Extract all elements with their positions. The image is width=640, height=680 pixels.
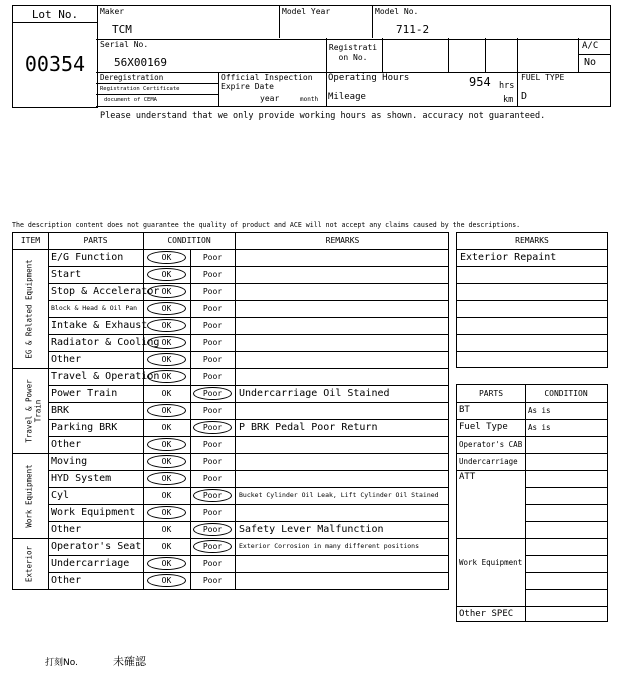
undercarriage-label: Undercarriage xyxy=(459,457,518,466)
part-label: Other xyxy=(51,575,82,586)
maker-label: Maker xyxy=(100,7,125,16)
right-remarks-header: REMARKS xyxy=(515,236,549,245)
right-remark-row: Exterior Repaint xyxy=(460,252,557,263)
dereg-sub1: Registration Certificate xyxy=(100,86,180,92)
model-year-label: Model Year xyxy=(282,7,331,16)
condition-poor[interactable]: Poor xyxy=(202,440,223,449)
lot-box xyxy=(12,5,98,108)
condition-ok[interactable]: OK xyxy=(161,338,172,347)
ok-circle-mark xyxy=(147,370,186,383)
rule xyxy=(525,504,607,505)
ok-circle-mark xyxy=(147,455,186,468)
ac-value: No xyxy=(584,57,597,68)
lot-value: 00354 xyxy=(24,52,86,76)
condition-ok[interactable]: OK xyxy=(161,559,172,568)
condition-ok[interactable]: OK xyxy=(161,372,172,381)
condition-ok[interactable]: OK xyxy=(161,542,172,551)
lot-label: Lot No. xyxy=(31,8,79,21)
serial-value: 56X00169 xyxy=(114,56,167,69)
condition-poor[interactable]: Poor xyxy=(202,525,223,534)
condition-ok[interactable]: OK xyxy=(161,576,172,585)
condition-poor[interactable]: Poor xyxy=(202,559,223,568)
model-no-label: Model No. xyxy=(375,7,419,16)
att-label: ATT xyxy=(459,472,476,482)
ok-circle-mark xyxy=(147,353,186,366)
condition-ok[interactable]: OK xyxy=(161,508,172,517)
ok-circle-mark xyxy=(147,404,186,417)
mileage-label: Mileage xyxy=(328,92,366,102)
part-label: Block & Head & Oil Pan xyxy=(51,304,138,312)
remark-text: P BRK Pedal Poor Return xyxy=(239,422,378,433)
condition-poor[interactable]: Poor xyxy=(202,542,223,551)
hours-value: 954 xyxy=(469,75,491,89)
disclaimer-text: The description content does not guarantee the quality of product and ACE will not accept any claims caused by the descriptions. xyxy=(12,221,521,229)
km-unit: km xyxy=(503,95,514,105)
part-label: Radiator & Cooling xyxy=(51,337,160,348)
condition-poor[interactable]: Poor xyxy=(202,372,223,381)
remark-text: Exterior Corrosion in many different positions xyxy=(239,542,420,550)
row-rule xyxy=(48,351,448,352)
poor-circle-mark xyxy=(193,387,232,400)
part-label: BRK xyxy=(51,405,70,416)
rule xyxy=(525,555,607,556)
condition-ok[interactable]: OK xyxy=(161,270,172,279)
ac-label: A/C xyxy=(582,41,599,51)
operator-cab-label: Operator's CAB xyxy=(459,440,523,449)
rule xyxy=(457,538,607,539)
rule xyxy=(457,300,607,301)
model-no-value: 711-2 xyxy=(396,23,430,36)
condition-poor[interactable]: Poor xyxy=(202,321,223,330)
part-label: HYD System xyxy=(51,473,112,484)
part-label: Operator's Seat xyxy=(51,541,142,552)
condition-ok[interactable]: OK xyxy=(161,321,172,330)
remark-text: Safety Lever Malfunction xyxy=(239,524,384,535)
ok-circle-mark xyxy=(147,506,186,519)
poor-circle-mark xyxy=(193,540,232,553)
ok-circle-mark xyxy=(147,438,186,451)
remark-text: Bucket Cylinder Oil Leak, Lift Cylinder Oil Stained xyxy=(239,491,439,499)
row-rule xyxy=(48,572,448,573)
remark-text: Undercarriage Oil Stained xyxy=(239,388,390,399)
hours-unit: hrs xyxy=(499,81,515,91)
condition-table xyxy=(12,232,449,590)
condition-ok[interactable]: OK xyxy=(161,355,172,364)
condition-poor[interactable]: Poor xyxy=(202,270,223,279)
part-label: Undercarriage xyxy=(51,558,130,569)
part-label: Start xyxy=(51,269,82,280)
group-label: Work Equipment xyxy=(24,463,34,528)
part-label: Intake & Exhaust xyxy=(51,320,148,331)
part-label: Travel & Operation xyxy=(51,371,160,382)
condition-ok[interactable]: OK xyxy=(161,253,172,262)
part-label: Other xyxy=(51,439,82,450)
part-label: Moving xyxy=(51,456,88,467)
ok-circle-mark xyxy=(147,472,186,485)
condition-ok[interactable]: OK xyxy=(161,389,172,398)
hours-label: Operating Hours xyxy=(328,73,410,83)
condition-ok[interactable]: OK xyxy=(161,457,172,466)
other-spec-label: Other SPEC xyxy=(459,609,514,619)
row-rule xyxy=(48,436,448,437)
condition-ok[interactable]: OK xyxy=(161,474,172,483)
rule xyxy=(457,266,607,267)
maker-value: TCM xyxy=(112,23,132,36)
condition-ok[interactable]: OK xyxy=(161,423,172,432)
condition-poor[interactable]: Poor xyxy=(202,253,223,262)
col-condition-header: CONDITION xyxy=(544,389,588,398)
ok-circle-mark xyxy=(147,251,186,264)
registration-label-text: Registrati on No. xyxy=(328,43,378,62)
registration-label xyxy=(328,43,378,63)
notice-text: Please understand that we only provide working hours as shown. accuracy not guaranteed. xyxy=(100,111,546,121)
dereg-label: Deregistration xyxy=(100,73,164,82)
condition-poor[interactable]: Poor xyxy=(202,406,223,415)
rule xyxy=(457,351,607,352)
vrule xyxy=(525,385,526,621)
serial-label: Serial No. xyxy=(100,40,149,49)
condition-poor[interactable]: Poor xyxy=(202,355,223,364)
condition-poor[interactable]: Poor xyxy=(202,491,223,500)
row-rule xyxy=(48,402,448,403)
inspection-label-2: Expire Date xyxy=(221,82,274,91)
year-label: year xyxy=(260,94,280,103)
group-rule xyxy=(13,589,448,590)
part-label: Parking BRK xyxy=(51,422,118,433)
part-label: Other xyxy=(51,354,82,365)
part-label: E/G Function xyxy=(51,252,124,263)
ok-circle-mark xyxy=(147,574,186,587)
inspection-label-1: Official Inspection xyxy=(221,73,313,82)
condition-poor[interactable]: Poor xyxy=(202,457,223,466)
col-condition-header: CONDITION xyxy=(167,236,211,245)
group-label: Exterior xyxy=(24,545,34,582)
bt-value: As is xyxy=(528,406,551,415)
rule xyxy=(525,487,607,488)
col-parts-header: PARTS xyxy=(478,389,504,398)
ok-circle-mark xyxy=(147,268,186,281)
header-block xyxy=(12,5,611,108)
rule xyxy=(525,589,607,590)
condition-ok[interactable]: OK xyxy=(161,440,172,449)
ok-circle-mark xyxy=(147,285,186,298)
ok-circle-mark xyxy=(147,336,186,349)
col-item-header: ITEM xyxy=(20,236,41,245)
condition-ok[interactable]: OK xyxy=(161,525,172,534)
condition-poor[interactable]: Poor xyxy=(202,287,223,296)
stamp-value: 未確認 xyxy=(113,655,146,668)
part-label: Power Train xyxy=(51,388,118,399)
bt-label: BT xyxy=(459,405,470,415)
stamp-label: 打刻No. xyxy=(45,658,78,668)
right-parts-table xyxy=(456,384,608,622)
condition-poor[interactable]: Poor xyxy=(202,423,223,432)
fuel-type-value: As is xyxy=(528,423,551,432)
rule xyxy=(525,572,607,573)
dereg-sub2: document of CEMA xyxy=(104,97,157,103)
condition-poor[interactable]: Poor xyxy=(202,474,223,483)
fuel-type-label: Fuel Type xyxy=(459,422,508,432)
row-rule xyxy=(48,266,448,267)
condition-ok[interactable]: OK xyxy=(161,304,172,313)
col-remarks-header: REMARKS xyxy=(325,236,360,245)
part-label: Work Equipment xyxy=(51,507,136,518)
condition-poor[interactable]: Poor xyxy=(202,508,223,517)
rule xyxy=(457,317,607,318)
ok-circle-mark xyxy=(147,557,186,570)
condition-poor[interactable]: Poor xyxy=(202,338,223,347)
col-rule xyxy=(48,233,49,589)
part-label: Other xyxy=(51,524,82,535)
part-label: Stop & Accelerator xyxy=(51,286,160,297)
rule xyxy=(457,470,607,471)
rule xyxy=(525,521,607,522)
fuel-label: FUEL TYPE xyxy=(521,73,565,82)
fuel-value: D xyxy=(521,91,528,102)
col-parts-header: PARTS xyxy=(83,236,108,245)
group-label: EG & Related Equipment xyxy=(24,258,34,359)
part-label: Cyl xyxy=(51,490,70,501)
poor-circle-mark xyxy=(193,523,232,536)
work-equipment-label: Work Equipment xyxy=(459,558,523,567)
condition-ok[interactable]: OK xyxy=(161,287,172,296)
month-label: month xyxy=(300,96,319,103)
rule xyxy=(457,334,607,335)
condition-ok[interactable]: OK xyxy=(161,491,172,500)
col-rule xyxy=(235,233,236,589)
poor-circle-mark xyxy=(193,489,232,502)
rule xyxy=(457,283,607,284)
rule xyxy=(457,606,607,607)
condition-poor[interactable]: Poor xyxy=(202,576,223,585)
condition-poor[interactable]: Poor xyxy=(202,304,223,313)
group-label: Travel & Power Train xyxy=(24,378,43,443)
right-remarks-table xyxy=(456,232,608,368)
ok-circle-mark xyxy=(147,319,186,332)
condition-ok[interactable]: OK xyxy=(161,406,172,415)
condition-poor[interactable]: Poor xyxy=(202,389,223,398)
ok-circle-mark xyxy=(147,302,186,315)
poor-circle-mark xyxy=(193,421,232,434)
